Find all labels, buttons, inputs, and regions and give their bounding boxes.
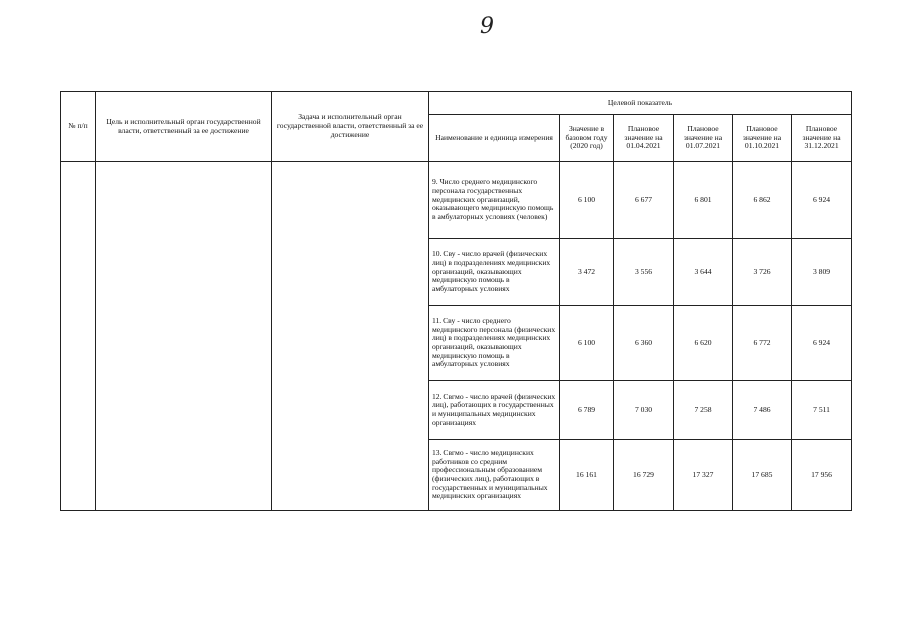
header-indicator-name: Наименование и единица измерения bbox=[429, 115, 560, 162]
indicator-name: 12. Свгмо - число врачей (физических лиц), работающих в государственных и муниципальных медицинских организациях bbox=[429, 381, 560, 440]
plan-q3-value: 3 726 bbox=[733, 239, 792, 306]
plan-q3-value: 6 772 bbox=[733, 306, 792, 381]
plan-q3-value: 6 862 bbox=[733, 162, 792, 239]
plan-q1-value: 6 360 bbox=[614, 306, 674, 381]
header-plan-q2: Плановое значение на 01.07.2021 bbox=[674, 115, 733, 162]
page-number: 9 bbox=[480, 14, 494, 39]
plan-q1-value: 16 729 bbox=[614, 440, 674, 511]
header-plan-q3: Плановое значение на 01.10.2021 bbox=[733, 115, 792, 162]
goal-cell bbox=[96, 162, 272, 511]
plan-q4-value: 6 924 bbox=[792, 162, 852, 239]
plan-q4-value: 17 956 bbox=[792, 440, 852, 511]
plan-q2-value: 3 644 bbox=[674, 239, 733, 306]
plan-q4-value: 3 809 bbox=[792, 239, 852, 306]
plan-q2-value: 17 327 bbox=[674, 440, 733, 511]
indicator-name: 10. Сву - число врачей (физических лиц) в подразделениях медицинских организаций, оказывающих медицинскую помощь в амбулаторных условиях bbox=[429, 239, 560, 306]
task-cell bbox=[272, 162, 429, 511]
num-cell bbox=[61, 162, 96, 511]
indicator-name: 13. Свгмо - число медицинских работников со средним профессиональным образованием (физических лиц), работающих в государственных и муниципальных медицинских организациях bbox=[429, 440, 560, 511]
plan-q4-value: 6 924 bbox=[792, 306, 852, 381]
header-plan-q4: Плановое значение на 31.12.2021 bbox=[792, 115, 852, 162]
base-value: 6 100 bbox=[560, 162, 614, 239]
plan-q1-value: 7 030 bbox=[614, 381, 674, 440]
header-plan-q1: Плановое значение на 01.04.2021 bbox=[614, 115, 674, 162]
header-target-indicator: Целевой показатель bbox=[429, 92, 852, 115]
target-indicators-table bbox=[60, 91, 852, 511]
base-value: 6 100 bbox=[560, 306, 614, 381]
base-value: 3 472 bbox=[560, 239, 614, 306]
plan-q2-value: 6 620 bbox=[674, 306, 733, 381]
plan-q3-value: 17 685 bbox=[733, 440, 792, 511]
indicator-name: 11. Сву - число среднего медицинского персонала (физических лиц) в подразделениях медицинских организаций, оказывающих медицинскую помощь в амбулаторных условиях bbox=[429, 306, 560, 381]
plan-q2-value: 7 258 bbox=[674, 381, 733, 440]
header-goal: Цель и исполнительный орган государственной власти, ответственный за ее достижение bbox=[96, 92, 272, 162]
plan-q4-value: 7 511 bbox=[792, 381, 852, 440]
table-row bbox=[61, 162, 852, 239]
indicator-name: 9. Число среднего медицинского персонала государственных медицинских организаций, оказывающего медицинскую помощь в амбулаторных условиях (человек) bbox=[429, 162, 560, 239]
plan-q1-value: 3 556 bbox=[614, 239, 674, 306]
header-num: № п/п bbox=[61, 92, 96, 162]
base-value: 16 161 bbox=[560, 440, 614, 511]
base-value: 6 789 bbox=[560, 381, 614, 440]
plan-q1-value: 6 677 bbox=[614, 162, 674, 239]
plan-q2-value: 6 801 bbox=[674, 162, 733, 239]
header-base-value: Значение в базовом году (2020 год) bbox=[560, 115, 614, 162]
plan-q3-value: 7 486 bbox=[733, 381, 792, 440]
header-task: Задача и исполнительный орган государственной власти, ответственный за ее достижение bbox=[272, 92, 429, 162]
